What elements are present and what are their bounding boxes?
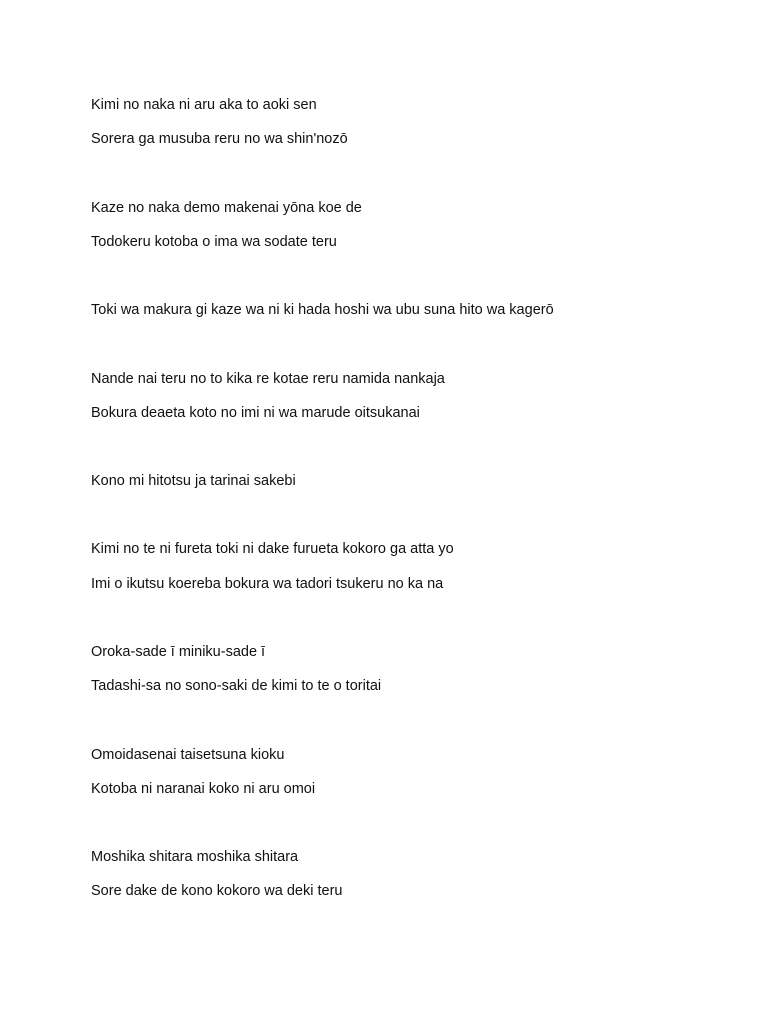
blank-line [91,266,751,300]
lyric-line: Sorera ga musuba reru no wa shin'nozō [91,131,348,148]
lyric-line: Todokeru kotoba o ima wa sodate teru [91,233,337,250]
lyric-line: Omoidasenai taisetsuna kioku [91,746,285,763]
blank-line [91,505,751,539]
lyric-line: Oroka-sade ī miniku-sade ī [91,644,266,660]
lyric-line: Tadashi-sa no sono-saki de kimi to te o toritai [91,678,382,695]
lyric-line: Imi o ikutsu koereba bokura wa tadori tsukeru no ka na [91,575,444,592]
lyric-line: Kono mi hitotsu ja tarinai sakebi [91,473,296,490]
blank-line [91,437,751,471]
blank-line [91,710,751,744]
lyric-line: Kimi no naka ni aru aka to aoki sen [91,97,317,113]
blank-line [91,334,751,368]
blank-line [91,813,751,847]
lyric-line: Kotoba ni naranai koko ni aru omoi [91,780,316,797]
lyric-line: Sore dake de kono kokoro wa deki teru [91,883,343,900]
lyric-line: Toki wa makura gi kaze wa ni ki hada hoshi wa ubu suna hito wa kagerō [91,302,554,319]
lyric-line: Moshika shitara moshika shitara [91,849,299,866]
lyrics-text-block [91,95,751,916]
lyric-line: Kaze no naka demo makenai yōna koe de [91,199,362,216]
lyric-line: Bokura deaeta koto no imi ni wa marude oitsukanai [91,404,420,421]
lyric-line: Kimi no te ni fureta toki ni dake furueta kokoro ga atta yo [91,541,454,558]
blank-line [91,608,751,642]
lyric-line: Nande nai teru no to kika re kotae reru namida nankaja [91,370,445,387]
blank-line [91,163,751,197]
